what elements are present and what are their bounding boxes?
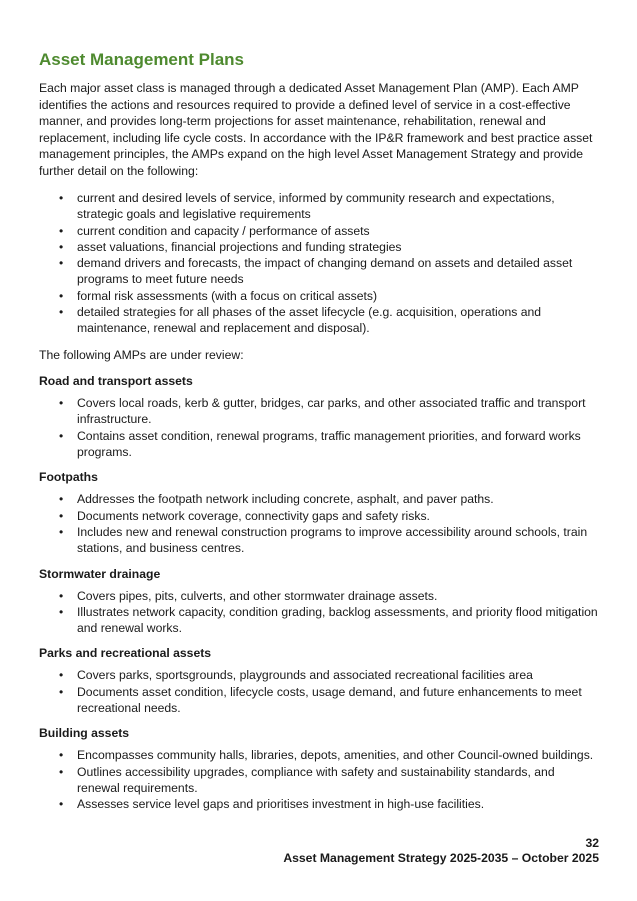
main-bullet-list <box>39 190 599 337</box>
list-item: • Encompasses community halls, libraries, depots, amenities, and other Council-owned buildings. <box>59 748 594 763</box>
list-item: • Covers parks, sportsgrounds, playgrounds and associated recreational facilities area <box>59 668 533 683</box>
bullet-icon: • <box>59 668 64 683</box>
bullet-icon: • <box>59 223 64 238</box>
section-title: Stormwater drainage <box>39 566 161 581</box>
section-title: Road and transport assets <box>39 374 193 389</box>
bullet-icon: • <box>59 305 64 320</box>
bullet-icon: • <box>59 492 64 507</box>
list-item: • Illustrates network capacity, condition grading, backlog assessments, and priority flood mitigation and renewal works. <box>59 604 598 636</box>
section-parks <box>39 645 599 716</box>
section-road-transport <box>39 373 599 460</box>
section-bullet-list <box>39 588 599 637</box>
list-item: • current and desired levels of service, informed by community research and expectations, strategic goals and legislative requirements <box>59 191 555 222</box>
bullet-icon: • <box>59 748 64 763</box>
list-item: • Documents asset condition, lifecycle costs, usage demand, and future enhancements to meet recreational needs. <box>59 684 582 716</box>
section-bullet-list <box>39 667 599 716</box>
bullet-icon: • <box>59 396 64 411</box>
page-heading: Asset Management Plans <box>39 50 245 69</box>
list-item: • Covers local roads, kerb & gutter, bridges, car parks, and other associated traffic and transport infrastructure. <box>59 396 586 427</box>
section-bullet-list <box>39 491 599 556</box>
bullet-icon: • <box>59 588 64 603</box>
list-item: • current condition and capacity / performance of assets <box>59 223 370 238</box>
section-stormwater <box>39 566 599 637</box>
list-item: • Assesses service level gaps and prioritises investment in high-use facilities. <box>59 797 485 812</box>
list-item: • Addresses the footpath network including concrete, asphalt, and paver paths. <box>59 492 494 507</box>
bullet-icon: • <box>59 256 64 271</box>
document-title: Asset Management Strategy 2025-2035 – October 2025 <box>283 851 599 865</box>
bullet-icon: • <box>59 524 64 539</box>
section-title: Parks and recreational assets <box>39 646 212 661</box>
bullet-icon: • <box>59 191 64 205</box>
list-item: • Contains asset condition, renewal programs, traffic management priorities, and forward works programs. <box>59 428 581 460</box>
page-footer <box>283 836 599 866</box>
section-buildings <box>39 725 599 812</box>
section-bullet-list <box>39 747 599 812</box>
page-number: 32 <box>585 836 599 850</box>
list-item: • Documents network coverage, connectivity gaps and safety risks. <box>59 508 430 523</box>
section-title: Footpaths <box>39 470 98 485</box>
list-item: • Covers pipes, pits, culverts, and other stormwater drainage assets. <box>59 588 438 603</box>
bullet-icon: • <box>59 239 64 254</box>
list-item: • Outlines accessibility upgrades, compliance with safety and sustainability standards, and renewal requirements. <box>59 764 555 795</box>
list-item: • Includes new and renewal construction programs to improve accessibility around schools, train stations, and business centres. <box>59 524 588 556</box>
section-bullet-list <box>39 395 599 460</box>
intro-paragraph: Each major asset class is managed through a dedicated Asset Management Plan (AMP). Each AMP identifies the actions and resources required to provide a defined level of service in a cost-effective manner, and provides long-term projections for asset maintenance, rehabilitation, renewal and replacement, including life cycle costs. In accordance with the IP&R framework and best practice asset management principles, the AMPs expand on the high level Asset Management Strategy and provide further detail on the following: <box>39 81 593 178</box>
section-footpaths <box>39 469 599 556</box>
bullet-icon: • <box>59 684 64 699</box>
bullet-icon: • <box>59 288 64 303</box>
bullet-icon: • <box>59 604 64 619</box>
document-page <box>39 50 599 822</box>
bullet-icon: • <box>59 508 64 523</box>
list-item: • detailed strategies for all phases of the asset lifecycle (e.g. acquisition, operations and maintenance, renewal and replacement and disposal). <box>59 305 542 336</box>
list-item: • asset valuations, financial projections and funding strategies <box>59 239 402 254</box>
list-item: • demand drivers and forecasts, the impact of changing demand on assets and detailed asset programs to meet future needs <box>59 256 573 287</box>
bullet-icon: • <box>59 797 64 812</box>
list-item: • formal risk assessments (with a focus on critical assets) <box>59 288 378 303</box>
bullet-icon: • <box>59 764 64 779</box>
section-title: Building assets <box>39 726 130 741</box>
bullet-icon: • <box>59 428 64 443</box>
review-text: The following AMPs are under review: <box>39 347 244 362</box>
